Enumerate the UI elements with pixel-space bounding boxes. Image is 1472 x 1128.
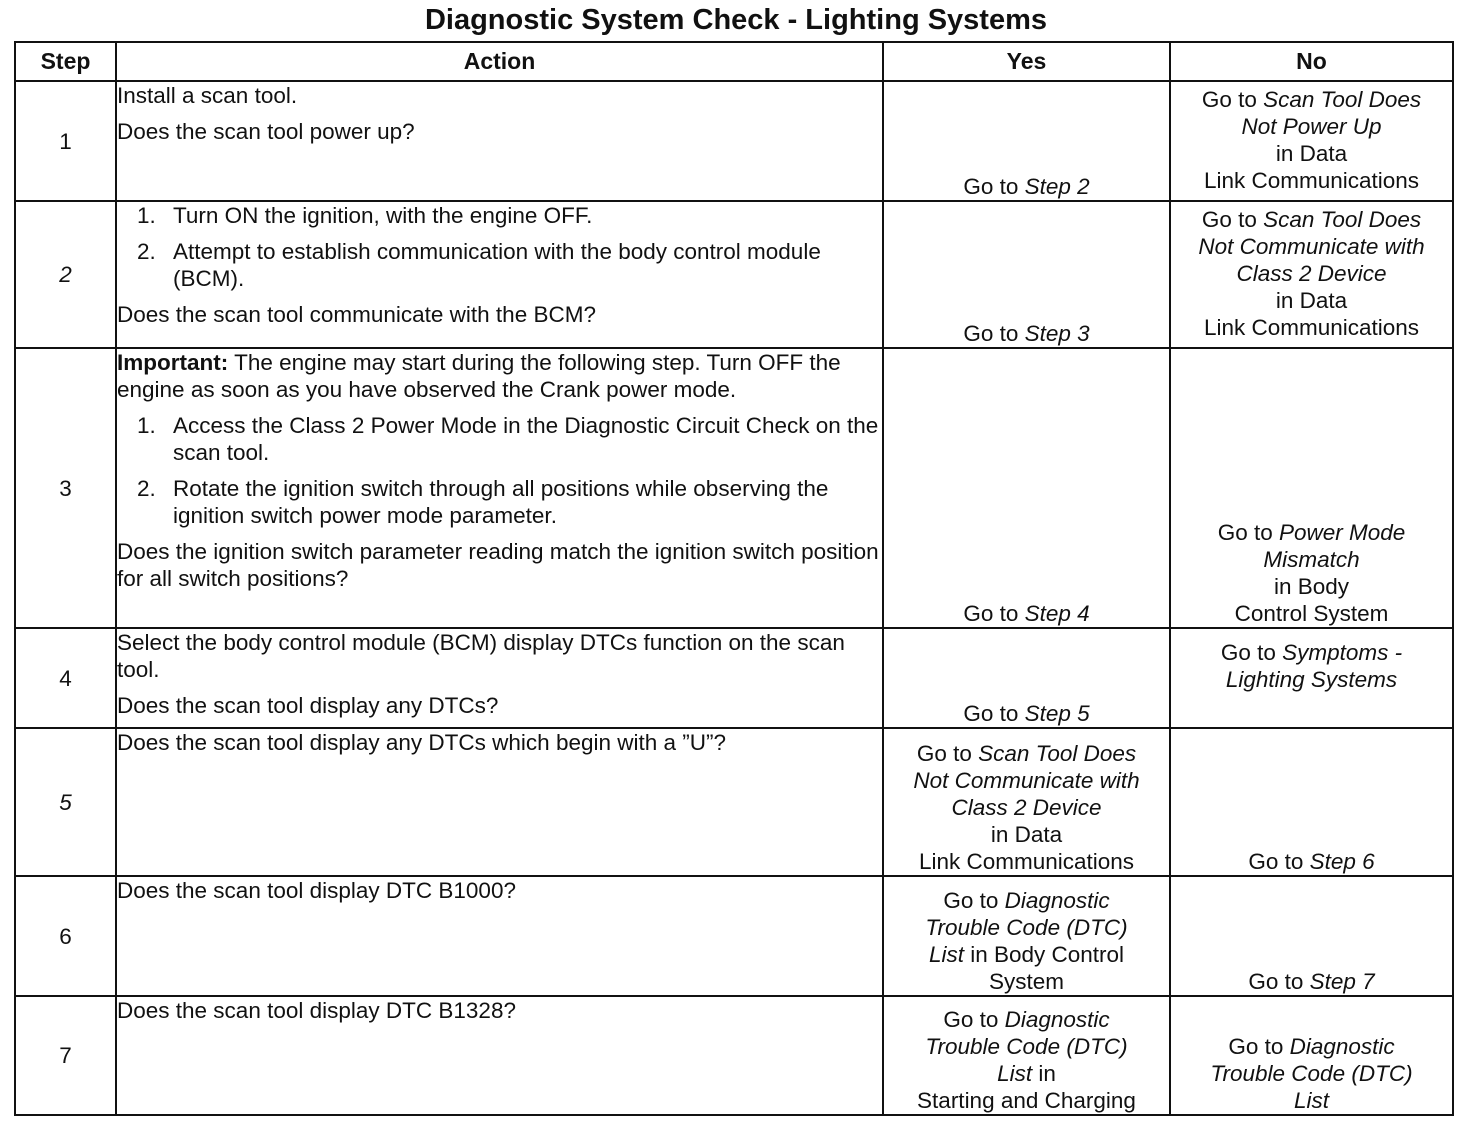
yes-link: Diagnostic xyxy=(1004,888,1110,913)
list-number: 1. xyxy=(137,413,156,438)
no-link: Power Mode xyxy=(1278,520,1406,545)
yes-go-text: Go to xyxy=(963,174,1025,199)
no-link: Not Power Up xyxy=(1241,114,1382,139)
no-go-text: Go to xyxy=(1201,87,1264,112)
table-row xyxy=(15,876,1453,996)
list-text: Turn ON the ignition, with the engine OFF. xyxy=(173,203,593,228)
list-number: 2. xyxy=(137,476,156,501)
no-cell xyxy=(1170,81,1453,201)
action-cell xyxy=(116,81,883,201)
header-action: Action xyxy=(116,42,883,81)
list-text: Rotate the ignition switch through all positions while observing the ignition switch power mode parameter. xyxy=(173,476,829,528)
action-question: Does the scan tool display any DTCs which begin with a ”U”? xyxy=(117,730,727,755)
step-number: 2 xyxy=(15,201,116,348)
header-yes: Yes xyxy=(883,42,1170,81)
no-link: Class 2 Device xyxy=(1236,261,1387,286)
yes-link: Step 5 xyxy=(1024,701,1090,726)
yes-cell xyxy=(883,728,1170,876)
table-row xyxy=(15,348,1453,628)
no-go-text: Go to xyxy=(1217,520,1279,545)
no-link: List xyxy=(1293,1088,1329,1113)
list-number: 1. xyxy=(137,203,156,228)
action-question: Does the scan tool display DTC B1000? xyxy=(117,878,516,903)
action-question: Does the scan tool power up? xyxy=(117,119,415,144)
step-number: 3 xyxy=(15,348,116,628)
no-link: Lighting Systems xyxy=(1225,667,1398,692)
yes-in-text: in Data xyxy=(990,822,1063,847)
no-go-text: Go to xyxy=(1248,849,1310,874)
yes-go-text: Go to xyxy=(963,321,1025,346)
no-link: Step 7 xyxy=(1309,969,1375,994)
yes-system-text: Starting and Charging xyxy=(917,1088,1136,1113)
no-cell xyxy=(1170,876,1453,996)
yes-cell xyxy=(883,996,1170,1115)
yes-link: Class 2 Device xyxy=(951,795,1102,820)
step-number: 4 xyxy=(15,628,116,728)
yes-cell xyxy=(883,81,1170,201)
list-text: Attempt to establish communication with the body control module (BCM). xyxy=(173,239,821,291)
yes-go-text: Go to xyxy=(963,601,1025,626)
no-link: Trouble Code (DTC) xyxy=(1210,1061,1413,1086)
yes-link: Step 2 xyxy=(1024,174,1090,199)
important-text: The engine may start during the following step. Turn OFF the engine as soon as you have observed the Crank power mode. xyxy=(117,350,841,402)
yes-link: Step 4 xyxy=(1024,601,1090,626)
yes-system-text: Link Communications xyxy=(918,849,1135,874)
no-in-text: in Data xyxy=(1275,141,1348,166)
action-list-item xyxy=(137,412,882,466)
yes-link: Diagnostic xyxy=(1004,1007,1110,1032)
action-cell xyxy=(116,876,883,996)
header-step: Step xyxy=(15,42,116,81)
table-row xyxy=(15,628,1453,728)
action-list-item xyxy=(137,202,882,229)
yes-link: Not Communicate with xyxy=(913,768,1140,793)
no-link: Step 6 xyxy=(1309,849,1375,874)
action-instruction: Select the body control module (BCM) display DTCs function on the scan tool. xyxy=(117,630,845,682)
no-go-text: Go to xyxy=(1220,640,1283,665)
action-question: Does the scan tool communicate with the BCM? xyxy=(117,302,596,327)
yes-go-text: Go to xyxy=(943,1007,1005,1032)
page-title: Diagnostic System Check - Lighting Systems xyxy=(424,4,1048,36)
table-row xyxy=(15,201,1453,348)
no-link: Symptoms - xyxy=(1282,640,1403,665)
action-cell xyxy=(116,201,883,348)
step-number: 7 xyxy=(15,996,116,1115)
header-row xyxy=(15,42,1453,81)
yes-link: Scan Tool Does xyxy=(978,741,1137,766)
important-note xyxy=(117,349,882,403)
no-go-text: Go to xyxy=(1228,1034,1290,1059)
no-cell xyxy=(1170,348,1453,628)
no-link: Not Communicate with xyxy=(1198,234,1425,259)
important-label: Important: xyxy=(117,350,229,375)
no-in-text: in Body xyxy=(1273,574,1350,599)
no-go-text: Go to xyxy=(1248,969,1310,994)
header-no: No xyxy=(1170,42,1453,81)
yes-link: Trouble Code (DTC) xyxy=(925,1034,1128,1059)
action-question: Does the scan tool display any DTCs? xyxy=(117,693,499,718)
no-go-text: Go to xyxy=(1201,207,1264,232)
yes-go-text: Go to xyxy=(916,741,979,766)
no-link: Scan Tool Does xyxy=(1263,207,1422,232)
no-link: Diagnostic xyxy=(1289,1034,1395,1059)
action-cell xyxy=(116,996,883,1115)
step-number: 6 xyxy=(15,876,116,996)
yes-go-text: Go to xyxy=(963,701,1025,726)
no-system-text: Control System xyxy=(1234,601,1389,626)
yes-in-text: in Body Control xyxy=(963,942,1125,967)
yes-system-text: System xyxy=(988,969,1064,994)
no-in-text: in Data xyxy=(1275,288,1348,313)
yes-cell xyxy=(883,628,1170,728)
list-text: Access the Class 2 Power Mode in the Diagnostic Circuit Check on the scan tool. xyxy=(173,413,879,465)
yes-cell xyxy=(883,348,1170,628)
table-row xyxy=(15,996,1453,1115)
action-list-item xyxy=(137,475,882,529)
yes-link: Step 3 xyxy=(1024,321,1090,346)
table-row xyxy=(15,81,1453,201)
no-system-text: Link Communications xyxy=(1203,168,1420,193)
step-number: 5 xyxy=(15,728,116,876)
action-instruction: Install a scan tool. xyxy=(117,83,298,108)
table-row xyxy=(15,728,1453,876)
yes-link: List xyxy=(997,1061,1033,1086)
step-number: 1 xyxy=(15,81,116,201)
list-number: 2. xyxy=(137,239,156,264)
action-cell xyxy=(116,628,883,728)
yes-go-text: Go to xyxy=(943,888,1005,913)
action-list-item xyxy=(137,238,882,292)
yes-cell xyxy=(883,201,1170,348)
no-cell xyxy=(1170,996,1453,1115)
no-link: Scan Tool Does xyxy=(1263,87,1422,112)
yes-link: Trouble Code (DTC) xyxy=(925,915,1128,940)
yes-in-text: in xyxy=(1032,1061,1056,1086)
yes-cell xyxy=(883,876,1170,996)
no-link: Mismatch xyxy=(1263,547,1360,572)
action-question: Does the scan tool display DTC B1328? xyxy=(117,998,516,1023)
no-cell xyxy=(1170,728,1453,876)
yes-link: List xyxy=(928,942,964,967)
no-system-text: Link Communications xyxy=(1203,315,1420,340)
diagnostic-table xyxy=(14,41,1454,1116)
action-question: Does the ignition switch parameter reading match the ignition switch position for all switch positions? xyxy=(117,539,879,591)
no-cell xyxy=(1170,201,1453,348)
no-cell xyxy=(1170,628,1453,728)
action-cell xyxy=(116,728,883,876)
action-cell xyxy=(116,348,883,628)
